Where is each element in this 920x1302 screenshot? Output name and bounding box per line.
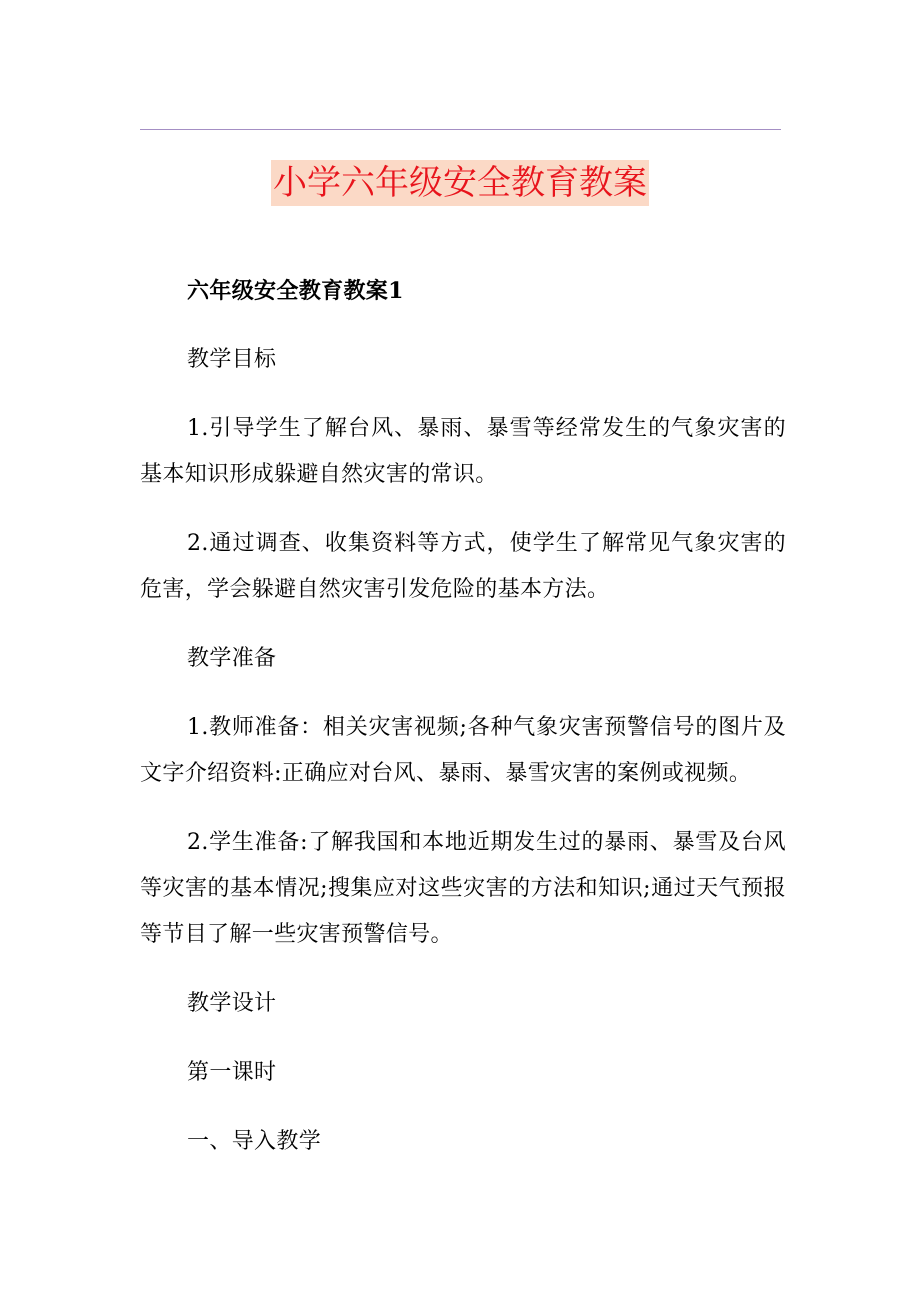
objective-item-1: 1.引导学生了解台风、暴雨、暴雪等经常发生的气象灾害的基本知识形成躲避自然灾害的常识。 bbox=[140, 416, 786, 487]
document-body bbox=[140, 268, 786, 1188]
title-container bbox=[0, 160, 920, 206]
lesson-step-intro: 一、导入教学 bbox=[187, 1129, 322, 1154]
subheading-preparation: 教学准备 bbox=[187, 646, 277, 671]
subheading-objectives: 教学目标 bbox=[187, 347, 277, 372]
document-title: 小学六年级安全教育教案 bbox=[271, 160, 649, 206]
preparation-item-student: 2.学生准备:了解我国和本地近期发生过的暴雨、暴雪及台风等灾害的基本情况;搜集应对这些灾害的方法和知识;通过天气预报等节目了解一些灾害预警信号。 bbox=[140, 830, 786, 947]
lesson-period: 第一课时 bbox=[187, 1060, 277, 1085]
subheading-design: 教学设计 bbox=[187, 991, 277, 1016]
preparation-item-teacher: 1.教师准备：相关灾害视频;各种气象灾害预警信号的图片及文字介绍资料:正确应对台风、暴雨、暴雪灾害的案例或视频。 bbox=[140, 715, 786, 786]
header-rule bbox=[140, 129, 781, 130]
section-heading: 六年级安全教育教案1 bbox=[187, 278, 404, 304]
objective-item-2: 2.通过调查、收集资料等方式，使学生了解常见气象灾害的危害，学会躲避自然灾害引发危险的基本方法。 bbox=[140, 531, 786, 602]
